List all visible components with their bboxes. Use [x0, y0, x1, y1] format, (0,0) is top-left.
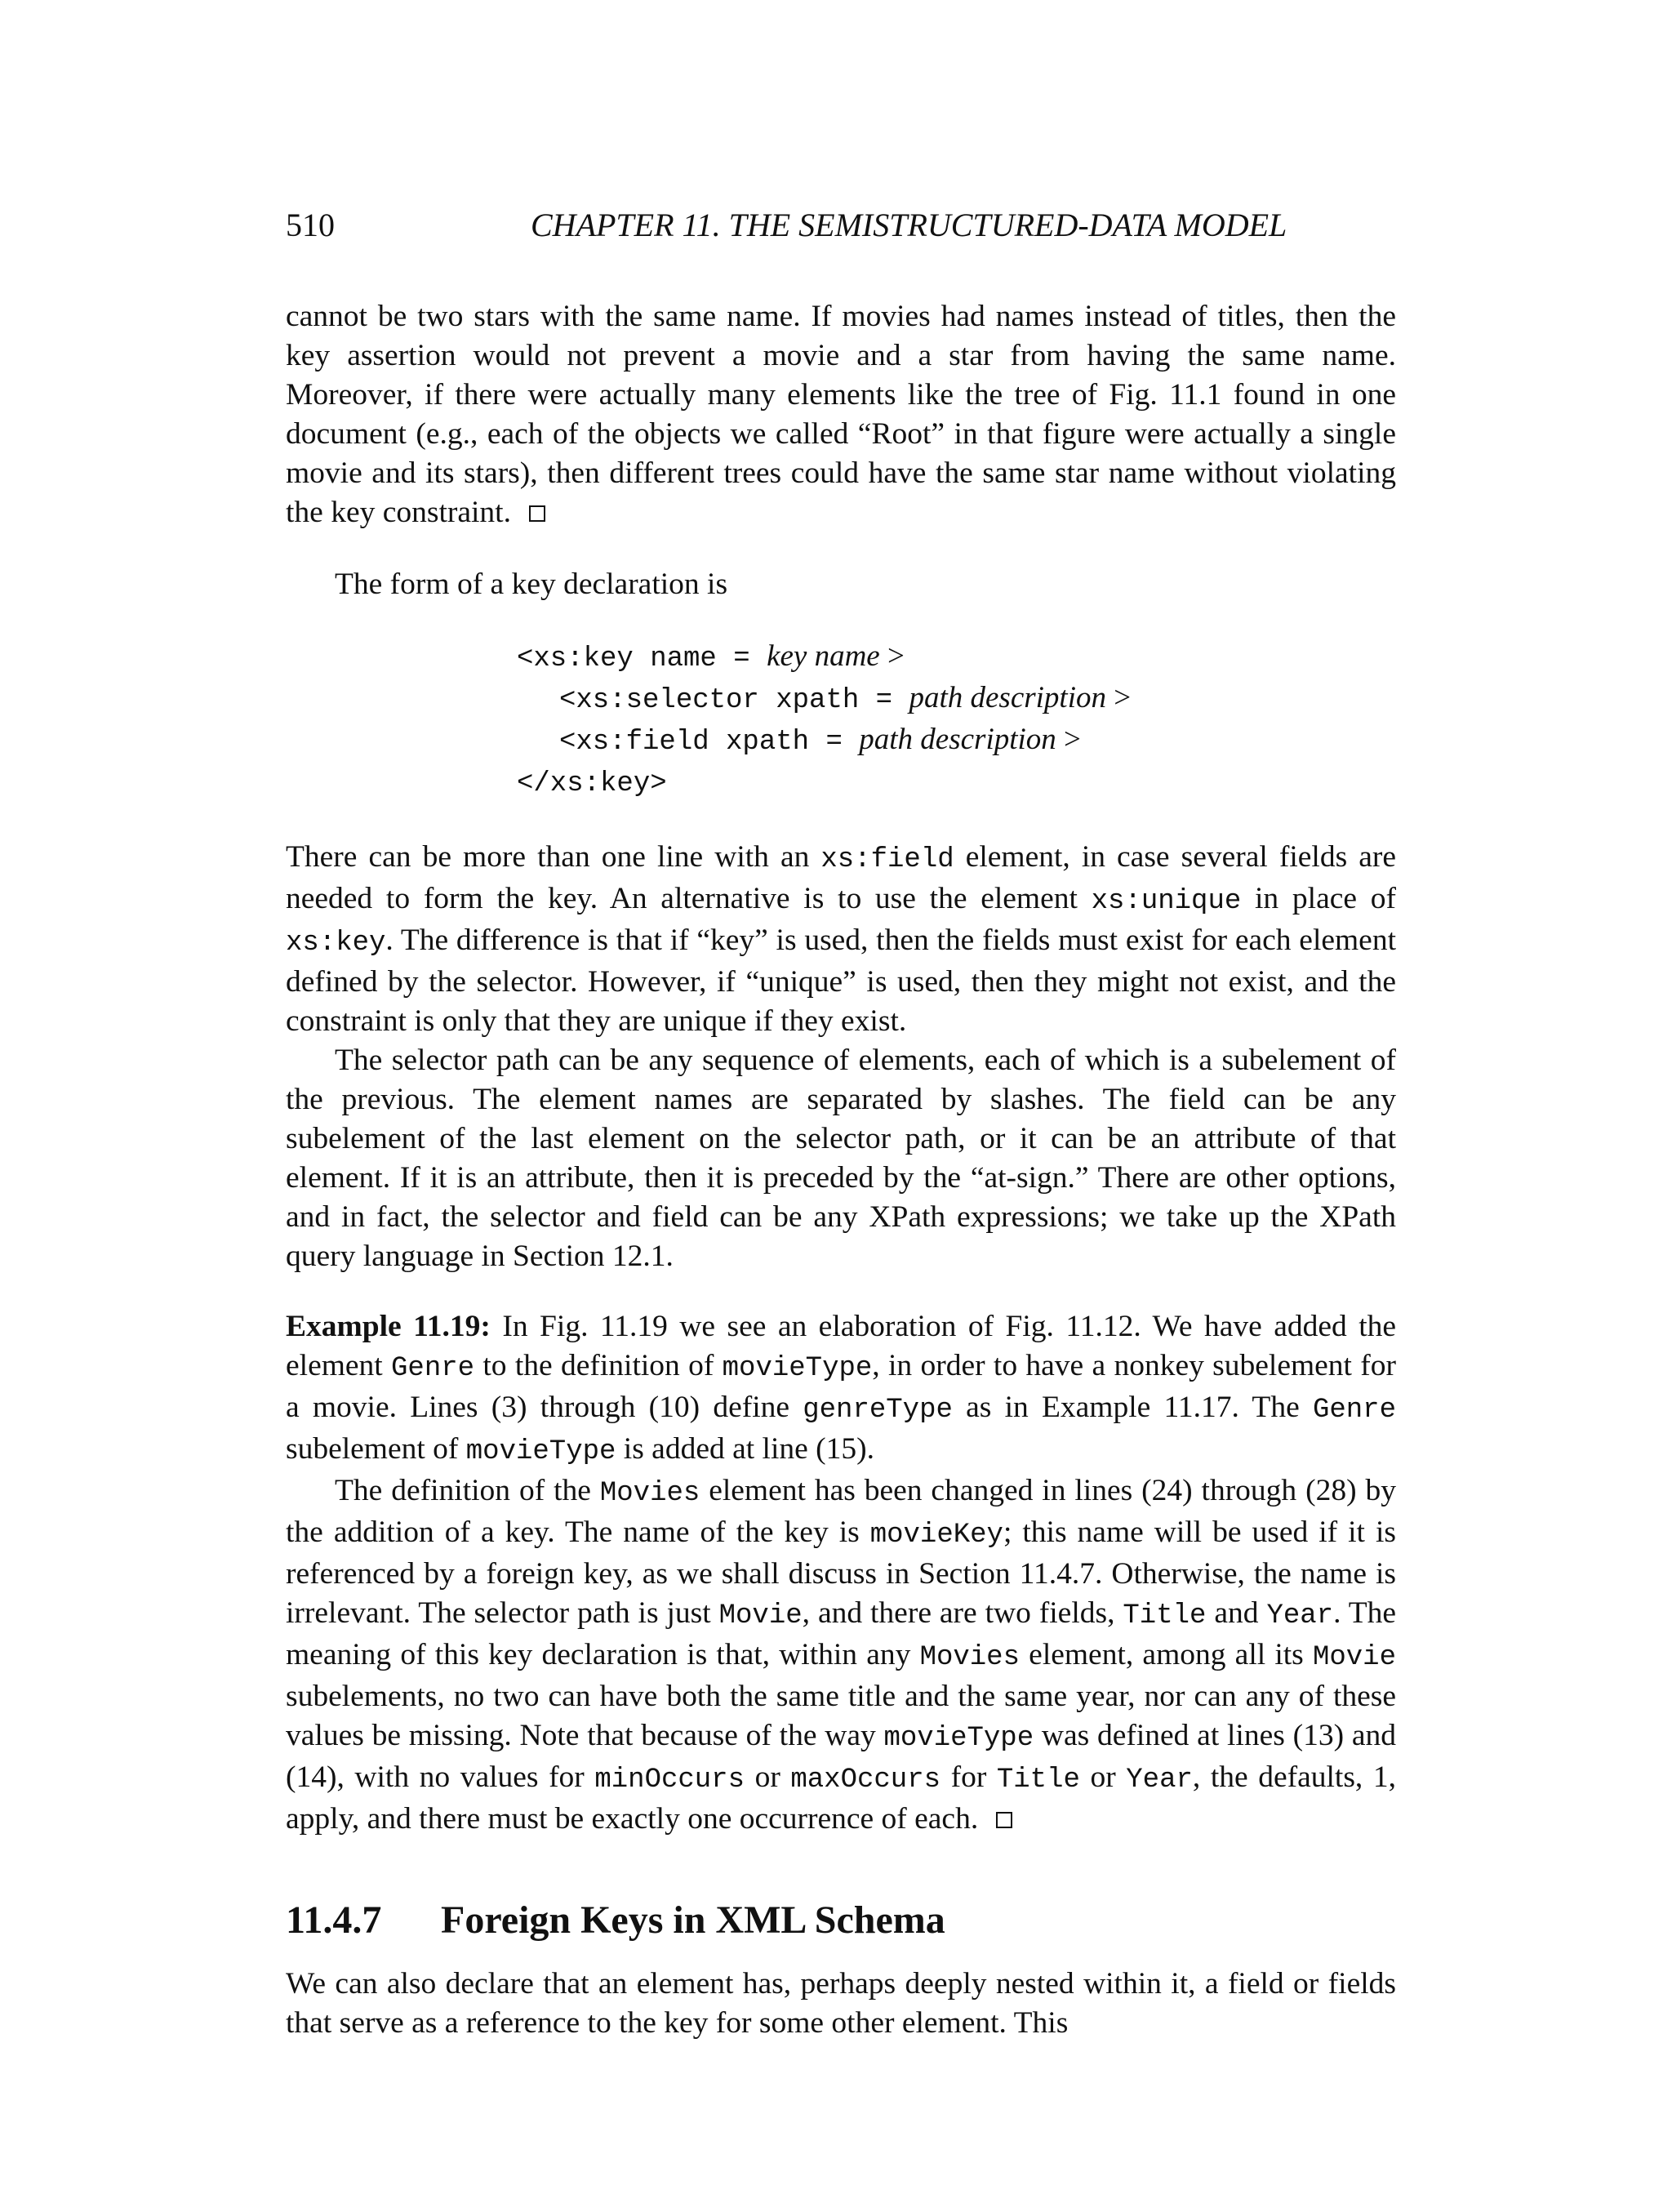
section-number: 11.4.7 [286, 1898, 382, 1942]
inline-code: Genre [391, 1353, 475, 1384]
example-paragraph: Example 11.19: In Fig. 11.19 we see an elaboration of Fig. 11.12. We have added the element Genre to the definition of movieType, in order to have a nonkey subelement for a movie. Lines (3) through (10) define genreType as in Example 11.17. The Genre subelement of movieType is added at line (15). [286, 1310, 1397, 1467]
inline-code: xs:key [286, 928, 386, 959]
key-declaration-code [517, 637, 1396, 803]
inline-code: movieType [722, 1353, 873, 1384]
inline-code: Movie [718, 1600, 803, 1631]
inline-code: movieKey [869, 1520, 1003, 1551]
paragraph-foreign-keys: We can also declare that an element has, perhaps deeply nested within it, a field or fields that serve as a reference to the key for some other element. This [286, 1967, 1396, 2040]
inline-code: movieType [465, 1436, 616, 1467]
code-line: <xs:key name = key name > [517, 639, 905, 674]
paragraph-field-element: There can be more than one line with an xs:field element, in case several fields are needed to form the key. An alternative is to use the element xs:unique in place of xs:key. The difference is that if “key” is used, then the fields must exist for each element defined by the selector. However, if “unique” is used, then they might not exist, and the constraint is only that they are unique if they exist. [286, 840, 1396, 1038]
section-heading [286, 1898, 1396, 1943]
inline-code: minOccurs [594, 1765, 745, 1796]
inline-code: Title [996, 1765, 1080, 1796]
code-line: <xs:selector xpath = path description > [559, 681, 1132, 716]
section-title: Foreign Keys in XML Schema [441, 1898, 945, 1942]
inline-code: Year [1266, 1600, 1334, 1631]
code-line: <xs:field xpath = path description > [559, 723, 1081, 758]
end-of-example-icon [996, 1812, 1012, 1828]
inline-code: Year [1126, 1765, 1193, 1796]
inline-code: movieType [883, 1723, 1034, 1754]
end-of-proof-icon [529, 505, 545, 522]
example-label: Example 11.19: [286, 1310, 491, 1343]
paragraph-selector-path: The selector path can be any sequence of elements, each of which is a subelement of the previous. The element names are separated by slashes. The field can be any subelement of the last element on the selector path, or it can be an attribute of that element. If it is an attribute, then it is preceded by the “at-sign.” There are other options, and in fact, the selector and field can be any XPath expressions; we take up the XPath query language in Section 12.1. [286, 1044, 1396, 1273]
inline-code: Movies [919, 1642, 1020, 1673]
inline-code: Movies [599, 1478, 700, 1509]
inline-code: genreType [803, 1395, 953, 1426]
inline-code: Genre [1312, 1395, 1396, 1426]
body-text [286, 297, 1396, 2043]
inline-code: Movie [1312, 1642, 1396, 1673]
code-line: </xs:key> [517, 768, 667, 799]
inline-code: maxOccurs [790, 1765, 941, 1796]
inline-code: Title [1123, 1600, 1207, 1631]
paragraph-key-form: The form of a key declaration is [335, 567, 728, 601]
inline-code: xs:field [820, 844, 954, 875]
page-number: 510 [286, 207, 335, 243]
chapter-title: CHAPTER 11. THE SEMISTRUCTURED-DATA MODEL [531, 207, 1287, 243]
paragraph-key-constraint [286, 297, 1396, 532]
paragraph-movies-key: The definition of the Movies element has been changed in lines (24) through (28) by the addition of a key. The name of the key is movieKey; this name will be used if it is referenced by a foreign key, as we shall discuss in Section 11.4.7. Otherwise, the name is irrelevant. The selector path is just Movie, and there are two fields, Title and Year. The meaning of this key declaration is that, within any Movies element, among all its Movie subelements, no two can have both the same title and the same year, nor can any of these values be missing. Note that because of the way movieType was defined at lines (13) and (14), with no values for minOccurs or maxOccurs for Title or Year, the defaults, 1, apply, and there must be exactly one occurrence of each. [286, 1474, 1397, 1836]
inline-code: xs:unique [1091, 886, 1242, 917]
paragraph-text: cannot be two stars with the same name. If movies had names instead of titles, then the key assertion would not prevent a movie and a star from having the same name. Moreover, if there were actually many elements like the tree of Fig. 11.1 found in one document (e.g., each of the objects we called “Root” in that figure were actually a single movie and its stars), then different trees could have the same star name without violating the key constraint. [286, 300, 1396, 529]
